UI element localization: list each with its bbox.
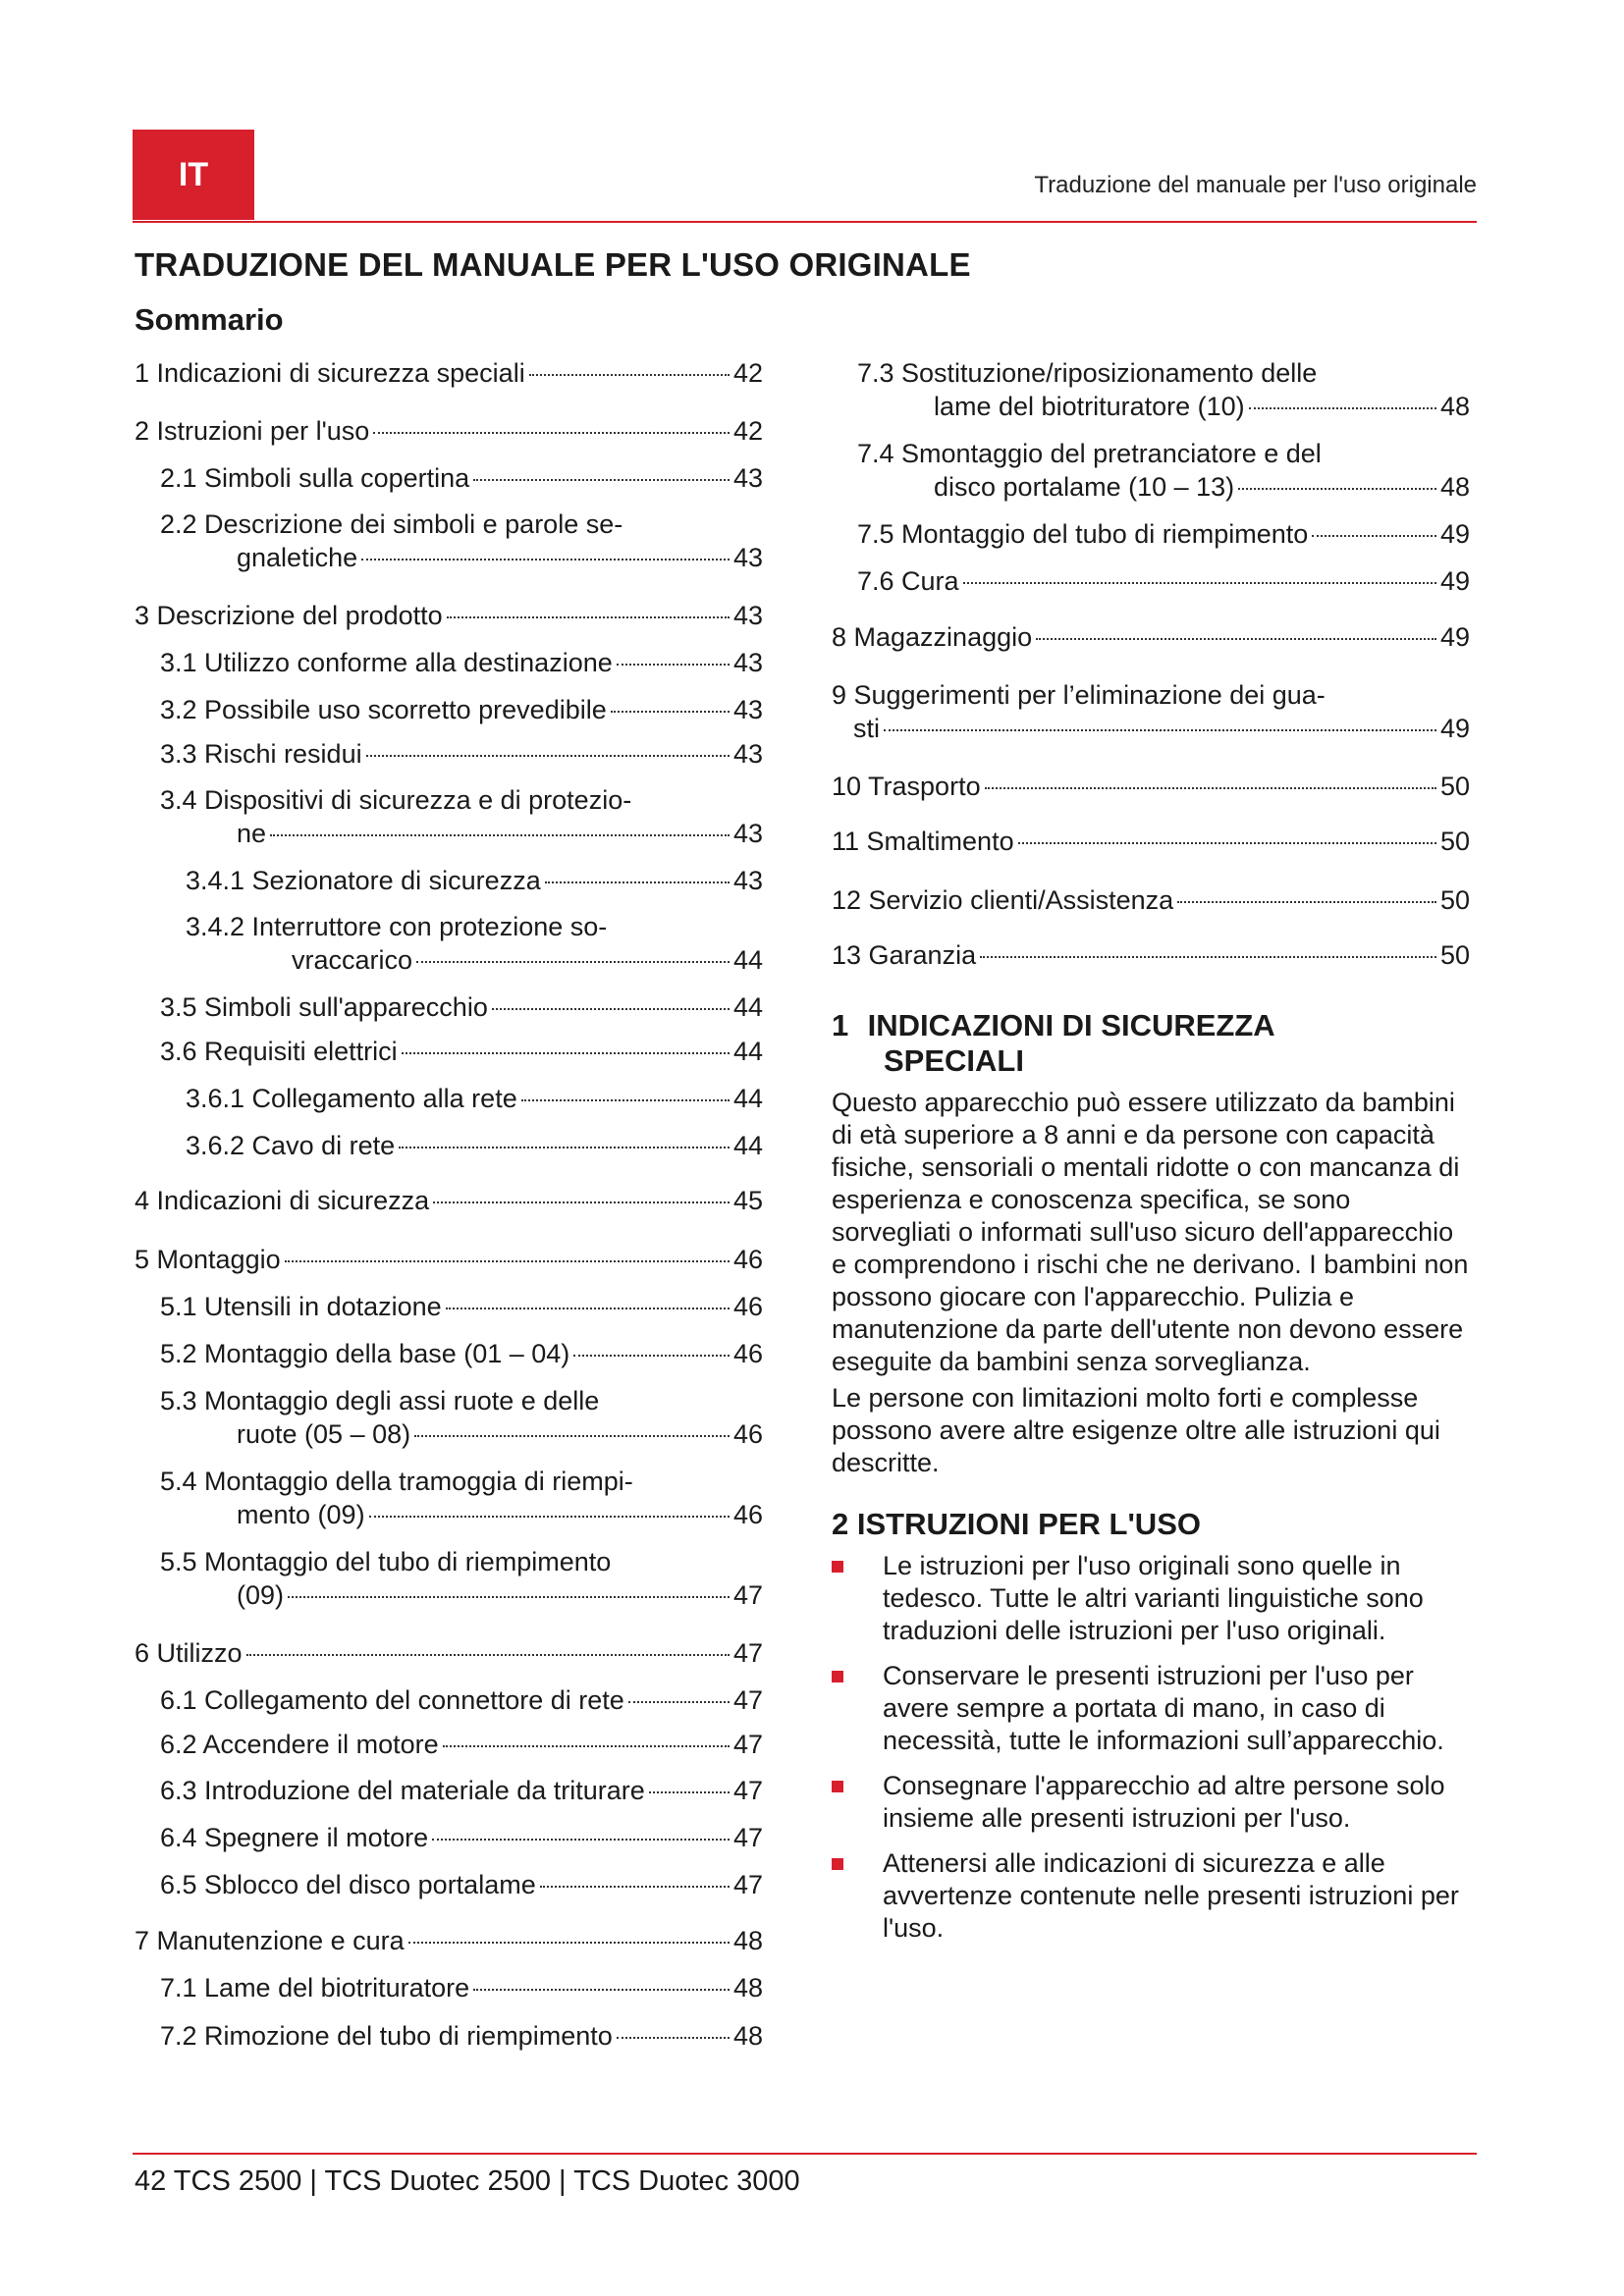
- right-column: [832, 356, 1470, 1945]
- toc-entry[interactable]: 4 Indicazioni di sicurezza 45: [135, 1186, 763, 1215]
- section-2-heading: 2 ISTRUZIONI PER L'USO: [832, 1507, 1201, 1541]
- toc-entry[interactable]: 5.5 Montaggio del tubo di riempimento (09) 47: [160, 1547, 763, 1610]
- section-2: [832, 1507, 1470, 1945]
- section-1-heading: 1 INDICAZIONI DI SICUREZZA SPECIALI: [832, 1008, 1275, 1078]
- toc-entry[interactable]: 3.4.1 Sezionatore di sicurezza 43: [186, 866, 763, 895]
- toc-entry[interactable]: 12 Servizio clienti/Assistenza 50: [832, 885, 1470, 915]
- toc-entry[interactable]: 11 Smaltimento 50: [832, 827, 1470, 856]
- toc-entry[interactable]: 5.4 Montaggio della tramoggia di riempi- mento (09) 46: [160, 1467, 763, 1529]
- toc-entry[interactable]: 5 Montaggio 46: [135, 1245, 763, 1274]
- toc-left-column: [135, 356, 763, 2053]
- toc-entry[interactable]: 3.4 Dispositivi di sicurezza e di protezio- ne 43: [160, 785, 763, 848]
- toc-entry[interactable]: 1 Indicazioni di sicurezza speciali 42: [135, 358, 763, 388]
- instructions-list: [832, 1550, 1470, 1945]
- toc-entry[interactable]: 3.1 Utilizzo conforme alla destinazione 43: [160, 648, 763, 677]
- toc-entry[interactable]: 2 Istruzioni per l'uso 42: [135, 416, 763, 446]
- toc-entry[interactable]: 7.6 Cura 49: [857, 566, 1470, 596]
- toc-entry[interactable]: 3.4.2 Interruttore con protezione so- vraccarico 44: [186, 912, 763, 975]
- bullet-square-icon: [832, 1561, 843, 1573]
- list-item: Conservare le presenti istruzioni per l'uso per avere sempre a portata di mano, in caso di necessità, tutte le informazioni sull’apparecchio.: [832, 1660, 1470, 1757]
- toc-entry[interactable]: 6 Utilizzo 47: [135, 1638, 763, 1668]
- toc-entry[interactable]: 3 Descrizione del prodotto 43: [135, 601, 763, 630]
- toc-entry[interactable]: 7.1 Lame del biotrituratore 48: [160, 1973, 763, 2002]
- toc-entry[interactable]: 3.5 Simboli sull'apparecchio 44: [160, 992, 763, 1022]
- toc-entry[interactable]: 3.6.2 Cavo di rete 44: [186, 1131, 763, 1160]
- toc-entry[interactable]: 6.3 Introduzione del materiale da triturare 47: [160, 1776, 763, 1805]
- bullet-square-icon: [832, 1858, 843, 1870]
- toc-entry[interactable]: 8 Magazzinaggio 49: [832, 622, 1470, 652]
- toc-entry[interactable]: 6.1 Collegamento del connettore di rete 47: [160, 1685, 763, 1715]
- toc-entry[interactable]: 5.2 Montaggio della base (01 – 04) 46: [160, 1339, 763, 1368]
- toc-entry[interactable]: 7 Manutenzione e cura 48: [135, 1926, 763, 1955]
- toc-entry[interactable]: 6.4 Spegnere il motore 47: [160, 1823, 763, 1852]
- list-item: Attenersi alle indicazioni di sicurezza e alle avvertenze contenute nelle presenti istruzioni per l'uso.: [832, 1847, 1470, 1945]
- toc-heading: Sommario: [135, 302, 284, 337]
- toc-entry[interactable]: 3.3 Rischi residui 43: [160, 739, 763, 769]
- section-1-paragraph: Questo apparecchio può essere utilizzato da bambini di età superiore a 8 anni e da persone con capacità fisiche, sensoriali o mentali ridotte o con mancanza di esperienza e conoscenza specifica, se sono sorvegliati o informati sull'uso sicuro dell'apparecchio e comprendono i rischi che ne derivano. I bambini non possono giocare con l'apparecchio. Pulizia e manutenzione da parte dell'utente non devono essere eseguite da bambini senza sorveglianza.: [832, 1088, 1469, 1376]
- toc-entry[interactable]: 7.5 Montaggio del tubo di riempimento 49: [857, 519, 1470, 549]
- toc-entry[interactable]: 3.2 Possibile uso scorretto prevedibile 43: [160, 695, 763, 724]
- footer-page-info: 42 TCS 2500 | TCS Duotec 2500 | TCS Duotec 3000: [135, 2165, 800, 2197]
- section-1: [832, 1008, 1470, 1479]
- toc-entry[interactable]: 5.3 Montaggio degli assi ruote e delle ruote (05 – 08) 46: [160, 1386, 763, 1449]
- language-badge: IT: [133, 130, 254, 220]
- toc-entry[interactable]: 6.5 Sblocco del disco portalame 47: [160, 1870, 763, 1899]
- toc-entry[interactable]: 10 Trasporto 50: [832, 772, 1470, 801]
- bullet-square-icon: [832, 1671, 843, 1682]
- running-title: Traduzione del manuale per l'uso originale: [1034, 172, 1477, 198]
- list-item: Le istruzioni per l'uso originali sono quelle in tedesco. Tutte le altri varianti linguistiche sono traduzioni delle istruzioni per l'uso originali.: [832, 1550, 1470, 1647]
- toc-entry[interactable]: 7.2 Rimozione del tubo di riempimento 48: [160, 2021, 763, 2051]
- header-divider: [133, 221, 1477, 223]
- toc-entry[interactable]: 13 Garanzia 50: [832, 940, 1470, 970]
- toc-entry[interactable]: 2.1 Simboli sulla copertina 43: [160, 463, 763, 493]
- toc-entry[interactable]: 9 Suggerimenti per l’eliminazione dei gua- sti 49: [832, 680, 1470, 743]
- toc-entry[interactable]: 3.6 Requisiti elettrici 44: [160, 1037, 763, 1066]
- toc-entry[interactable]: 7.3 Sostituzione/riposizionamento delle lame del biotrituratore (10) 48: [857, 358, 1470, 421]
- toc-entry[interactable]: 3.6.1 Collegamento alla rete 44: [186, 1084, 763, 1113]
- toc-entry[interactable]: 5.1 Utensili in dotazione 46: [160, 1292, 763, 1321]
- section-1-paragraph: Le persone con limitazioni molto forti e complesse possono avere altre esigenze oltre alle istruzioni qui descritte.: [832, 1383, 1440, 1477]
- toc-entry[interactable]: 2.2 Descrizione dei simboli e parole se- gnaletiche 43: [160, 509, 763, 572]
- toc-entry[interactable]: 7.4 Smontaggio del pretranciatore e del disco portalame (10 – 13) 48: [857, 439, 1470, 502]
- toc-entry[interactable]: 6.2 Accendere il motore 47: [160, 1730, 763, 1759]
- document-title: TRADUZIONE DEL MANUALE PER L'USO ORIGINALE: [135, 246, 971, 283]
- footer-divider: [133, 2153, 1477, 2155]
- list-item: Consegnare l'apparecchio ad altre persone solo insieme alle presenti istruzioni per l'uso.: [832, 1770, 1470, 1835]
- bullet-square-icon: [832, 1781, 843, 1792]
